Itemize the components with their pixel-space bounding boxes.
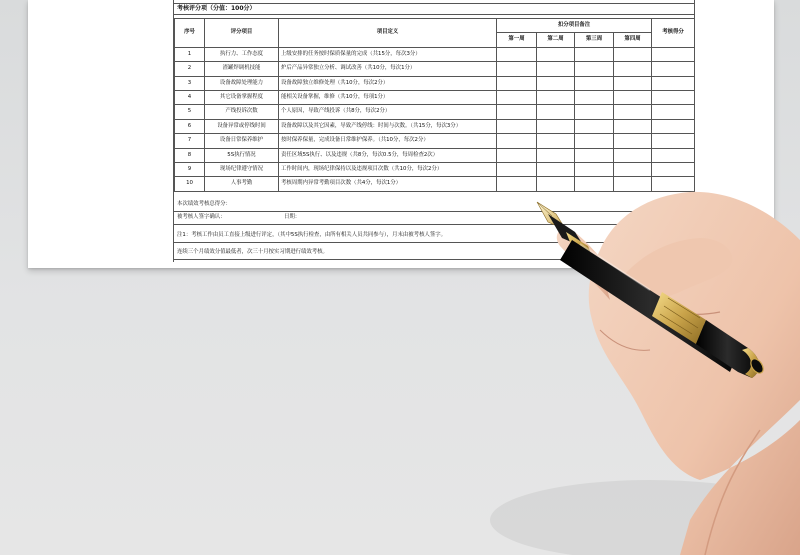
row-week-3[interactable] (575, 90, 614, 104)
row-week-3[interactable] (575, 47, 614, 61)
row-score[interactable] (652, 177, 695, 191)
row-week-1[interactable] (497, 76, 537, 90)
row-no: 3 (175, 76, 205, 90)
row-week-2[interactable] (537, 134, 575, 148)
row-definition: 设备故障以及其它因素，导致产线停线：时间与次数。（共15分，每次3分） (279, 119, 497, 133)
finger-crease-icon (640, 300, 720, 314)
table-row (175, 177, 695, 191)
row-no: 7 (175, 134, 205, 148)
row-definition: 上级安排的任务按时保质保量的完成（共15分，每次3分） (279, 47, 497, 61)
row-definition: 个人原因，导致产线投诉（共8分，每次2分） (279, 105, 497, 119)
row-item: 其它设备掌握程度 (205, 90, 279, 104)
note2-text: 连续三个月绩效分值最低者，次三十月按实习期进行绩效考核。 (177, 249, 328, 256)
row-score[interactable] (652, 162, 695, 176)
row-week-1[interactable] (497, 62, 537, 76)
row-no: 2 (175, 62, 205, 76)
header-week-2: 第二周 (537, 33, 575, 47)
row-item: 设备故障处理能力 (205, 76, 279, 90)
row-week-4[interactable] (614, 162, 652, 176)
total-score-row (174, 199, 694, 212)
row-week-4[interactable] (614, 76, 652, 90)
row-week-4[interactable] (614, 62, 652, 76)
row-no: 9 (175, 162, 205, 176)
knuckle-crease-icon (600, 330, 650, 350)
section-title: 考核评分项（分值：100分） (174, 3, 694, 15)
row-no: 10 (175, 177, 205, 191)
signature-row (174, 212, 694, 225)
header-item: 评分项目 (205, 19, 279, 48)
row-no: 1 (175, 47, 205, 61)
row-no: 4 (175, 90, 205, 104)
row-definition: 工作时间内，现场纪律保持以及违规项目次数（共10分，每次2分） (279, 162, 497, 176)
row-score[interactable] (652, 90, 695, 104)
row-definition: 按时保养保量，完成设备日常维护保养。（共10分，每次2分） (279, 134, 497, 148)
row-week-2[interactable] (537, 162, 575, 176)
row-no: 6 (175, 119, 205, 133)
row-no: 8 (175, 148, 205, 162)
hand-shadow-icon (490, 480, 800, 555)
table-row (175, 90, 695, 104)
row-week-1[interactable] (497, 162, 537, 176)
row-item: 设备异常或停线时间 (205, 119, 279, 133)
row-week-4[interactable] (614, 90, 652, 104)
row-week-1[interactable] (497, 47, 537, 61)
row-score[interactable] (652, 105, 695, 119)
table-row (175, 148, 695, 162)
header-week-4: 第四周 (614, 33, 652, 47)
row-week-4[interactable] (614, 177, 652, 191)
row-definition: 责任区域5S执行、以及违规（共8分，每次0.5分，每周检查2次） (279, 148, 497, 162)
table-row (175, 105, 695, 119)
header-definition: 项目定义 (279, 19, 497, 48)
row-week-1[interactable] (497, 134, 537, 148)
header-no: 序号 (175, 19, 205, 48)
row-week-3[interactable] (575, 134, 614, 148)
note-text: 注1：考核工作由员工直接上级进行评定，（其中5S执行检查，由所有相关人员共同参与），月末由被考核人签字。 (177, 232, 447, 239)
header-score: 考核得分 (652, 19, 695, 48)
row-item: 产线投诉次数 (205, 105, 279, 119)
row-item: 5S执行情况 (205, 148, 279, 162)
table-row (175, 134, 695, 148)
total-score-label: 本次绩效考核总得分： (177, 201, 231, 208)
row-score[interactable] (652, 134, 695, 148)
row-week-2[interactable] (537, 177, 575, 191)
table-body (175, 47, 695, 191)
row-week-2[interactable] (537, 90, 575, 104)
row-item: 现场纪律遵守情况 (205, 162, 279, 176)
row-item: 人事考勤 (205, 177, 279, 191)
row-week-4[interactable] (614, 148, 652, 162)
header-row (175, 19, 695, 33)
row-definition: 能相关设备掌握，维修（共10分，每项1分） (279, 90, 497, 104)
row-week-1[interactable] (497, 177, 537, 191)
row-week-3[interactable] (575, 177, 614, 191)
note-row (174, 230, 694, 243)
row-week-3[interactable] (575, 62, 614, 76)
row-week-3[interactable] (575, 105, 614, 119)
row-week-2[interactable] (537, 148, 575, 162)
row-score[interactable] (652, 148, 695, 162)
table-row (175, 119, 695, 133)
score-table (174, 18, 695, 192)
row-item: 执行力、工作态度 (205, 47, 279, 61)
row-week-1[interactable] (497, 90, 537, 104)
row-week-1[interactable] (497, 148, 537, 162)
row-score[interactable] (652, 47, 695, 61)
row-definition: 考核周期内异常考勤项目次数（共4分，每次1分） (279, 177, 497, 191)
signature-label: 被考核人签字确认： (177, 214, 226, 221)
row-score[interactable] (652, 76, 695, 90)
table-row (175, 47, 695, 61)
assessment-form (173, 0, 695, 262)
row-week-2[interactable] (537, 119, 575, 133)
table-row (175, 62, 695, 76)
row-definition: 炉后产品异常独立分析、调试改善（共10分，每次1分） (279, 62, 497, 76)
spreadsheet-sheet (28, 0, 774, 268)
header-week-3: 第三周 (575, 33, 614, 47)
table-row (175, 162, 695, 176)
row-definition: 设备故障独立维修处理（共10分，每次2分） (279, 76, 497, 90)
row-week-1[interactable] (497, 119, 537, 133)
header-week-1: 第一周 (497, 33, 537, 47)
row-week-2[interactable] (537, 62, 575, 76)
row-week-3[interactable] (575, 76, 614, 90)
row-week-4[interactable] (614, 47, 652, 61)
note2-row (174, 247, 694, 260)
row-no: 5 (175, 105, 205, 119)
row-week-2[interactable] (537, 47, 575, 61)
wrist-line-icon (705, 430, 760, 555)
table-row (175, 76, 695, 90)
row-week-3[interactable] (575, 119, 614, 133)
row-score[interactable] (652, 119, 695, 133)
row-week-4[interactable] (614, 134, 652, 148)
row-item: 渣罐焊调机技能 (205, 62, 279, 76)
row-score[interactable] (652, 62, 695, 76)
row-week-4[interactable] (614, 105, 652, 119)
row-week-2[interactable] (537, 76, 575, 90)
row-week-4[interactable] (614, 119, 652, 133)
row-week-3[interactable] (575, 148, 614, 162)
row-item: 设备日常保养维护 (205, 134, 279, 148)
header-deduction: 扣分项目备注 (497, 19, 652, 33)
row-week-1[interactable] (497, 105, 537, 119)
row-week-2[interactable] (537, 105, 575, 119)
row-week-3[interactable] (575, 162, 614, 176)
date-label: 日期： (284, 214, 301, 221)
